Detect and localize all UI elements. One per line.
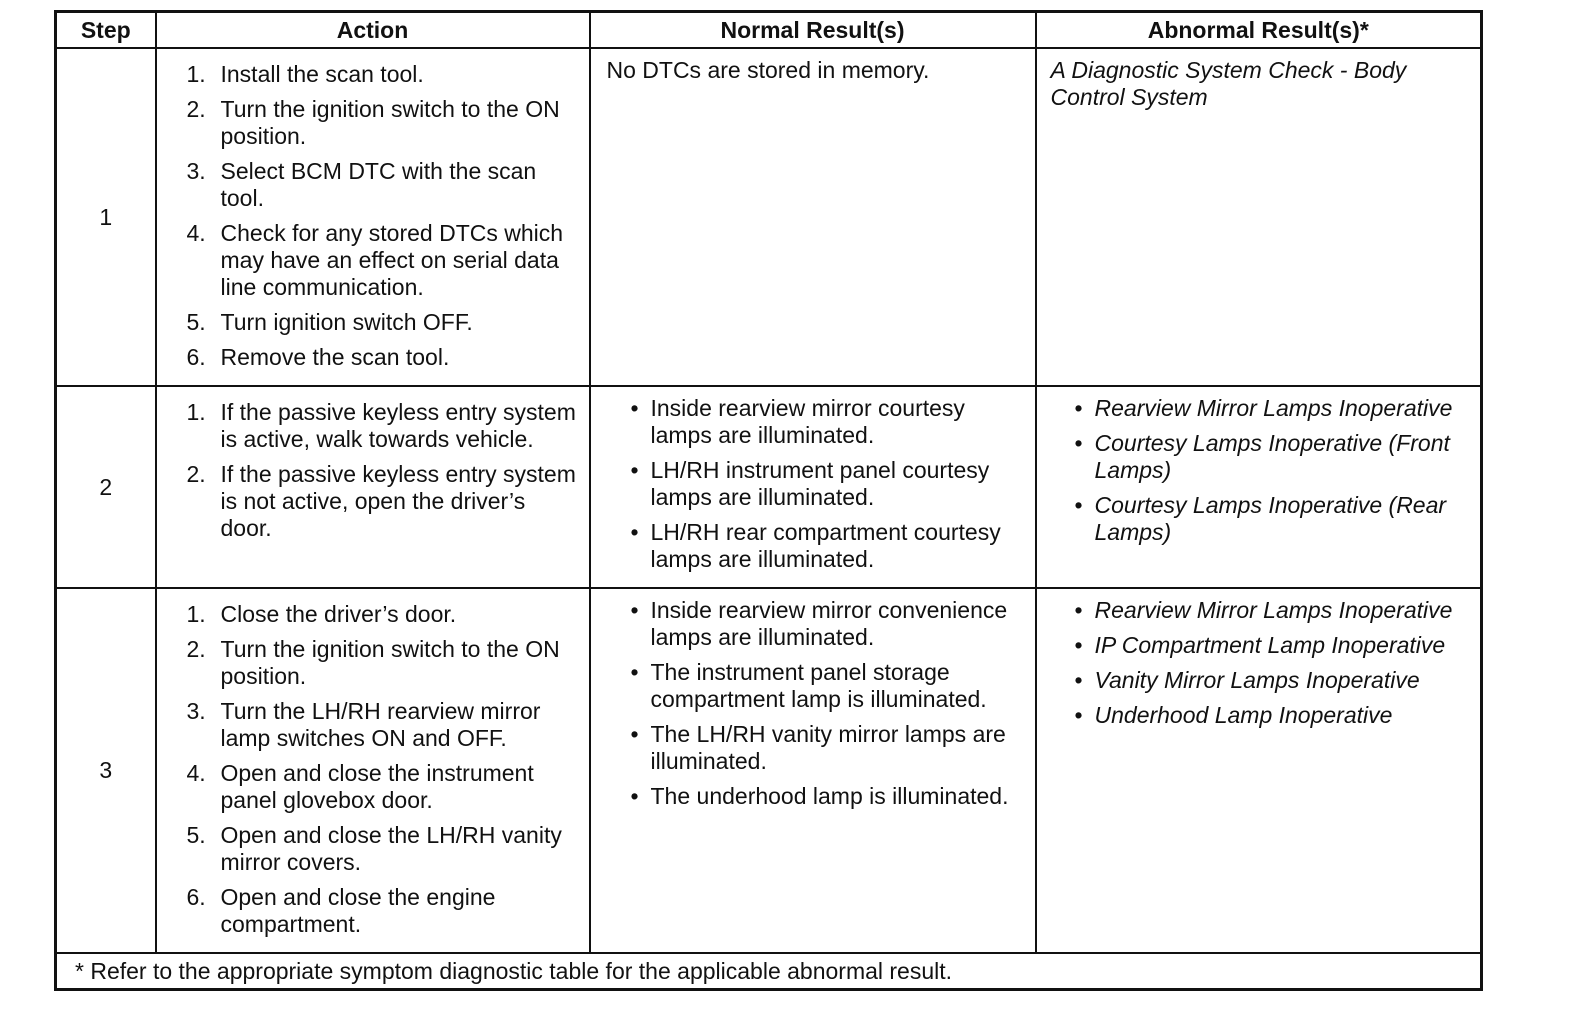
table-row-step-2 xyxy=(56,386,1482,588)
bullet-icon: • xyxy=(630,783,639,809)
action-number: 6. xyxy=(186,884,206,910)
normal-result-item xyxy=(607,457,1029,511)
normal-result-item xyxy=(607,519,1029,573)
action-item xyxy=(187,61,581,88)
bullet-icon: • xyxy=(1074,702,1083,728)
normal-result-text: LH/RH rear compartment courtesy lamps are illuminated. xyxy=(650,519,1001,572)
action-item xyxy=(187,822,581,876)
normal-result-list xyxy=(607,597,1029,810)
action-number: 5. xyxy=(186,822,206,848)
action-number: 2. xyxy=(186,96,206,122)
action-text: Open and close the engine compartment. xyxy=(220,884,496,937)
action-text: Check for any stored DTCs which may have an effect on serial data line communication. xyxy=(220,220,564,300)
normal-result-item xyxy=(607,659,1029,713)
abnormal-result-item xyxy=(1051,597,1475,624)
normal-result-text: No DTCs are stored in memory. xyxy=(606,57,930,83)
abnormal-result-text: IP Compartment Lamp Inoperative xyxy=(1094,632,1446,658)
action-text: Remove the scan tool. xyxy=(220,344,450,370)
action-item xyxy=(187,399,581,453)
action-text: Close the driver’s door. xyxy=(220,601,457,627)
bullet-icon: • xyxy=(1074,492,1083,518)
action-item xyxy=(187,636,581,690)
action-cell xyxy=(156,48,590,386)
action-cell xyxy=(156,386,590,588)
table-row-step-1 xyxy=(56,48,1482,386)
action-number: 5. xyxy=(186,309,206,335)
step-number: 2 xyxy=(56,386,156,588)
normal-result-text: LH/RH instrument panel courtesy lamps are illuminated. xyxy=(650,457,990,510)
abnormal-result-list xyxy=(1051,597,1475,729)
action-number: 4. xyxy=(186,220,206,246)
abnormal-result-text: Rearview Mirror Lamps Inoperative xyxy=(1094,395,1453,421)
bullet-icon: • xyxy=(630,457,639,483)
normal-result-cell xyxy=(590,48,1036,386)
action-number: 6. xyxy=(186,344,206,370)
header-action: Action xyxy=(156,12,590,49)
bullet-icon: • xyxy=(630,721,639,747)
action-text: Open and close the instrument panel glovebox door. xyxy=(220,760,534,813)
action-item xyxy=(187,884,581,938)
abnormal-result-item xyxy=(1051,430,1475,484)
action-item xyxy=(187,96,581,150)
abnormal-result-reference: A Diagnostic System Check - Body Control System xyxy=(1050,57,1407,110)
footnote: * Refer to the appropriate symptom diagnostic table for the applicable abnormal result. xyxy=(56,953,1482,990)
header-row xyxy=(56,12,1482,49)
abnormal-result-cell xyxy=(1036,48,1482,386)
action-number: 3. xyxy=(186,698,206,724)
action-item xyxy=(187,698,581,752)
action-text: Turn the ignition switch to the ON position. xyxy=(220,636,560,689)
action-number: 1. xyxy=(186,601,206,627)
action-item xyxy=(187,158,581,212)
abnormal-result-text: Rearview Mirror Lamps Inoperative xyxy=(1094,597,1453,623)
header-normal-results: Normal Result(s) xyxy=(590,12,1036,49)
normal-result-cell xyxy=(590,386,1036,588)
abnormal-result-item xyxy=(1051,492,1475,546)
action-text: Turn ignition switch OFF. xyxy=(220,309,473,335)
bullet-icon: • xyxy=(1074,597,1083,623)
action-text: If the passive keyless entry system is active, walk towards vehicle. xyxy=(220,399,576,452)
action-item xyxy=(187,461,581,542)
abnormal-result-item xyxy=(1051,667,1475,694)
action-list xyxy=(187,399,581,542)
action-item xyxy=(187,760,581,814)
bullet-icon: • xyxy=(630,597,639,623)
action-item xyxy=(187,309,581,336)
action-item xyxy=(187,220,581,301)
action-number: 3. xyxy=(186,158,206,184)
bullet-icon: • xyxy=(1074,395,1083,421)
normal-result-text: Inside rearview mirror courtesy lamps are illuminated. xyxy=(650,395,965,448)
action-text: Select BCM DTC with the scan tool. xyxy=(220,158,537,211)
normal-result-item xyxy=(607,395,1029,449)
action-number: 2. xyxy=(186,461,206,487)
header-step: Step xyxy=(56,12,156,49)
abnormal-result-text: Courtesy Lamps Inoperative (Front Lamps) xyxy=(1094,430,1450,483)
normal-result-item xyxy=(607,597,1029,651)
normal-result-item xyxy=(607,721,1029,775)
diagnostic-table xyxy=(54,10,1483,991)
bullet-icon: • xyxy=(630,395,639,421)
abnormal-result-cell xyxy=(1036,588,1482,953)
action-text: If the passive keyless entry system is not active, open the driver’s door. xyxy=(220,461,576,541)
abnormal-result-text: Vanity Mirror Lamps Inoperative xyxy=(1094,667,1420,693)
abnormal-result-item xyxy=(1051,702,1475,729)
normal-result-text: The instrument panel storage compartment lamp is illuminated. xyxy=(650,659,987,712)
action-text: Turn the LH/RH rearview mirror lamp switches ON and OFF. xyxy=(220,698,541,751)
step-number: 1 xyxy=(56,48,156,386)
action-list xyxy=(187,601,581,938)
table-row-step-3 xyxy=(56,588,1482,953)
bullet-icon: • xyxy=(1074,667,1083,693)
action-text: Turn the ignition switch to the ON position. xyxy=(220,96,560,149)
bullet-icon: • xyxy=(630,659,639,685)
footnote-row xyxy=(56,953,1482,990)
abnormal-result-item xyxy=(1051,395,1475,422)
header-abnormal-results: Abnormal Result(s)* xyxy=(1036,12,1482,49)
bullet-icon: • xyxy=(630,519,639,545)
step-number: 3 xyxy=(56,588,156,953)
abnormal-result-cell xyxy=(1036,386,1482,588)
normal-result-item xyxy=(607,783,1029,810)
normal-result-text: The LH/RH vanity mirror lamps are illuminated. xyxy=(650,721,1006,774)
action-text: Open and close the LH/RH vanity mirror covers. xyxy=(220,822,562,875)
normal-result-text: Inside rearview mirror convenience lamps are illuminated. xyxy=(650,597,1008,650)
action-item xyxy=(187,344,581,371)
normal-result-cell xyxy=(590,588,1036,953)
bullet-icon: • xyxy=(1074,430,1083,456)
normal-result-text: The underhood lamp is illuminated. xyxy=(650,783,1009,809)
normal-result-list xyxy=(607,395,1029,573)
abnormal-result-text: Courtesy Lamps Inoperative (Rear Lamps) xyxy=(1094,492,1447,545)
bullet-icon: • xyxy=(1074,632,1083,658)
abnormal-result-text: Underhood Lamp Inoperative xyxy=(1094,702,1393,728)
abnormal-result-item xyxy=(1051,632,1475,659)
action-text: Install the scan tool. xyxy=(220,61,424,87)
action-number: 1. xyxy=(186,399,206,425)
abnormal-result-list xyxy=(1051,395,1475,546)
action-list xyxy=(187,61,581,371)
action-number: 1. xyxy=(186,61,206,87)
action-item xyxy=(187,601,581,628)
action-cell xyxy=(156,588,590,953)
action-number: 4. xyxy=(186,760,206,786)
action-number: 2. xyxy=(186,636,206,662)
